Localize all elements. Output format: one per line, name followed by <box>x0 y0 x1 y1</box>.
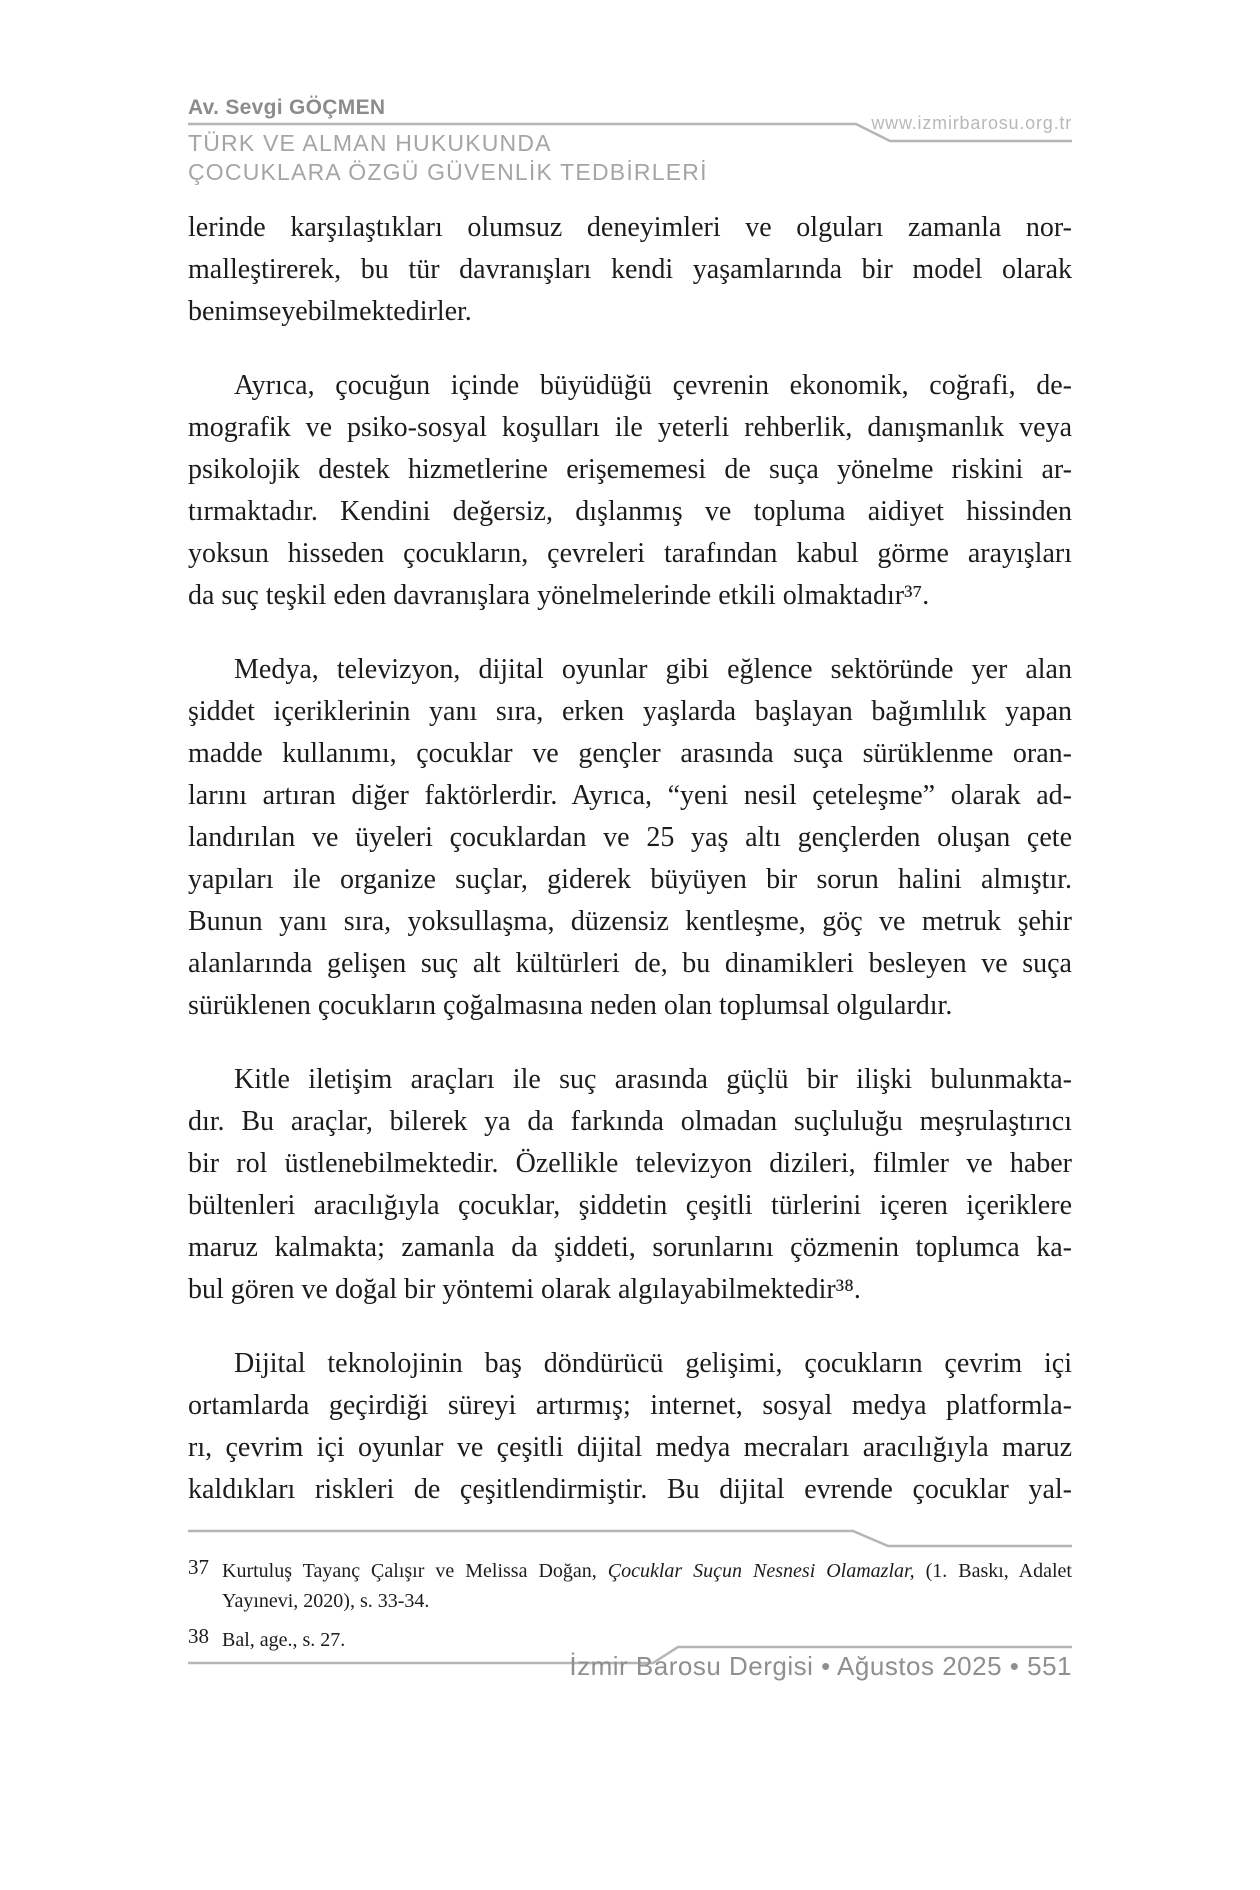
paragraph <box>188 649 1072 1027</box>
paragraph <box>188 207 1072 333</box>
paragraph <box>188 365 1072 617</box>
footnote-number: 37 <box>188 1555 209 1579</box>
body-line: yoksun hisseden çocukların, çevreleri tarafından kabul görme arayışları <box>188 538 1072 569</box>
footnote-segment: Kurtuluş Tayanç Çalışır ve Melissa Doğan, <box>222 1560 608 1582</box>
body-line: Ayrıca, çocuğun içinde büyüdüğü çevrenin ekonomik, coğrafi, de- <box>234 370 1072 401</box>
body-line: bir rol üstlenebilmektedir. Özellikle televizyon dizileri, filmler ve haber <box>188 1148 1072 1179</box>
footnote <box>188 1556 1072 1616</box>
body-line: larını artıran diğer faktörlerdir. Ayrıca, “yeni nesil çeteleşme” olarak ad- <box>188 780 1072 811</box>
article-title <box>188 129 708 187</box>
body-line: kaldıkları riskleri de çeşitlendirmiştir. Bu dijital evrende çocuklar yal- <box>188 1474 1072 1505</box>
body-line: rı, çevrim içi oyunlar ve çeşitli dijital medya mecraları aracılığıyla maruz <box>188 1432 1072 1463</box>
footnote-number: 38 <box>188 1624 209 1648</box>
body-line: Kitle iletişim araçları ile suç arasında güçlü bir ilişki bulunmakta- <box>234 1064 1072 1095</box>
body-line: da suç teşkil eden davranışlara yönelmelerinde etkili olmaktadır³⁷. <box>188 580 930 611</box>
body-line: yapıları ile organize suçlar, giderek büyüyen bir sorun halini almıştır. <box>188 864 1072 895</box>
footnote-segment: (1. Baskı, Adalet Yayınevi, 2020), s. 33-34. <box>222 1560 1072 1612</box>
body-text <box>188 207 1072 1543</box>
website-url: www.izmirbarosu.org.tr <box>871 113 1072 133</box>
footnote-text <box>222 1560 1072 1612</box>
body-line: malleştirerek, bu tür davranışları kendi yaşamlarında bir model olarak <box>188 254 1072 285</box>
footer-journal-info: İzmir Barosu Dergisi • Ağustos 2025 • 551 <box>569 1651 1072 1681</box>
body-line: şiddet içeriklerinin yanı sıra, erken yaşlarda başlayan bağımlılık yapan <box>188 696 1072 727</box>
body-line: ortamlarda geçirdiği süreyi artırmış; internet, sosyal medya platformla- <box>188 1390 1072 1421</box>
author-name: Av. Sevgi GÖÇMEN <box>188 96 386 119</box>
body-line: benimseyebilmektedirler. <box>188 296 472 327</box>
body-line: Bunun yanı sıra, yoksullaşma, düzensiz kentleşme, göç ve metruk şehir <box>188 906 1072 937</box>
body-line: mografik ve psiko-sosyal koşulları ile yeterli rehberlik, danışmanlık veya <box>188 412 1072 443</box>
body-line: lerinde karşılaştıkları olumsuz deneyimleri ve olguları zamanla nor- <box>188 212 1072 243</box>
body-line: psikolojik destek hizmetlerine erişememesi de suça yönelme riskini ar- <box>188 454 1072 485</box>
body-line: madde kullanımı, çocuklar ve gençler arasında suça sürüklenme oran- <box>188 738 1072 769</box>
body-line: bul gören ve doğal bir yöntemi olarak algılayabilmektedir³⁸. <box>188 1274 861 1305</box>
paragraph <box>188 1059 1072 1311</box>
body-line: maruz kalmakta; zamanla da şiddeti, sorunlarını çözmenin toplumca ka- <box>188 1232 1072 1263</box>
paragraph <box>188 1343 1072 1511</box>
body-line: tırmaktadır. Kendini değersiz, dışlanmış ve topluma aidiyet hissinden <box>188 496 1072 527</box>
footnote-segment: Çocuklar Suçun Nesnesi Olamazlar, <box>607 1560 926 1582</box>
footnotes <box>188 1556 1072 1664</box>
body-line: bültenleri aracılığıyla çocuklar, şiddetin çeşitli türlerini içeren içeriklere <box>188 1190 1072 1221</box>
body-line: Dijital teknolojinin baş döndürücü gelişimi, çocukların çevrim içi <box>234 1348 1072 1379</box>
body-line: Medya, televizyon, dijital oyunlar gibi eğlence sektöründe yer alan <box>234 654 1072 685</box>
body-line: sürüklenen çocukların çoğalmasına neden olan toplumsal olgulardır. <box>188 990 953 1021</box>
article-title-line2: ÇOCUKLARA ÖZGÜ GÜVENLİK TEDBİRLERİ <box>188 159 708 185</box>
body-line: dır. Bu araçlar, bilerek ya da farkında olmadan suçluluğu meşrulaştırıcı <box>188 1106 1072 1137</box>
article-title-line1: TÜRK VE ALMAN HUKUKUNDA <box>188 130 552 156</box>
footnote-text <box>222 1629 345 1651</box>
body-line: alanlarında gelişen suç alt kültürleri de, bu dinamikleri besleyen ve suça <box>188 948 1072 979</box>
footnote-segment: Bal, age., s. 27. <box>222 1629 346 1651</box>
body-line: landırılan ve üyeleri çocuklardan ve 25 yaş altı gençlerden oluşan çete <box>188 822 1072 853</box>
